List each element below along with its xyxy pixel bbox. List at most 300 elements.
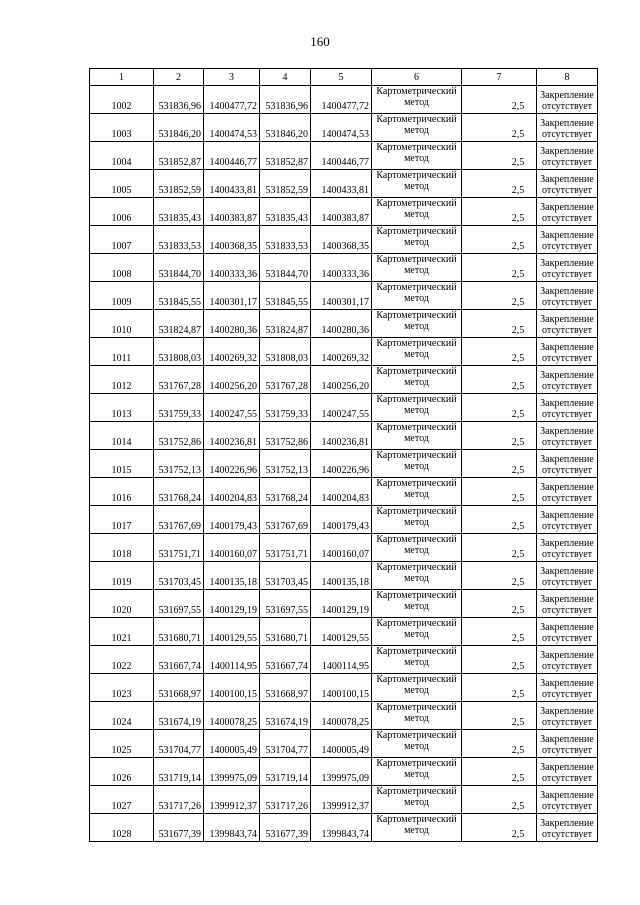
table-row: [90, 366, 598, 394]
fixing-cell: [537, 674, 598, 702]
method-line-1: Картометрический: [376, 758, 457, 769]
x-coordinate-cell: 531824,87: [154, 310, 204, 338]
fixing-cell: [537, 226, 598, 254]
point-number-cell: 1022: [90, 646, 154, 674]
x-coordinate-cell: 531677,39: [154, 814, 204, 842]
y-coordinate-cell: 1400114,95: [311, 646, 372, 674]
table-row: [90, 450, 598, 478]
method-cell: [372, 394, 462, 422]
method-cell: [372, 198, 462, 226]
y-coordinate-cell: 1399975,09: [311, 758, 372, 786]
fixing-line-2: отсутствует: [541, 605, 593, 616]
fixing-line-1: Закрепление: [540, 566, 594, 577]
x-coordinate-cell: 531703,45: [260, 562, 311, 590]
fixing-line-2: отсутствует: [541, 465, 593, 476]
fixing-line-1: Закрепление: [540, 258, 594, 269]
x-coordinate-cell: 531768,24: [154, 478, 204, 506]
point-number-cell: 1017: [90, 506, 154, 534]
point-number-cell: 1020: [90, 590, 154, 618]
x-coordinate-cell: 531717,26: [154, 786, 204, 814]
y-coordinate-cell: 1400160,07: [204, 534, 260, 562]
point-number-cell: 1024: [90, 702, 154, 730]
table-row: [90, 282, 598, 310]
accuracy-cell: 2,5: [462, 86, 537, 114]
table-row: [90, 618, 598, 646]
fixing-line-2: отсутствует: [541, 241, 593, 252]
y-coordinate-cell: 1400474,53: [204, 114, 260, 142]
fixing-cell: [537, 338, 598, 366]
fixing-line-2: отсутствует: [541, 269, 593, 280]
accuracy-cell: 2,5: [462, 618, 537, 646]
method-cell: [372, 786, 462, 814]
method-line-2: метод: [404, 265, 429, 276]
method-line-2: метод: [404, 237, 429, 248]
table-body: [90, 69, 598, 842]
point-number-cell: 1028: [90, 814, 154, 842]
method-line-1: Картометрический: [376, 478, 457, 489]
y-coordinate-cell: 1400179,43: [204, 506, 260, 534]
method-line-1: Картометрический: [376, 506, 457, 517]
point-number-cell: 1002: [90, 86, 154, 114]
accuracy-cell: 2,5: [462, 814, 537, 842]
point-number-cell: 1023: [90, 674, 154, 702]
fixing-line-2: отсутствует: [541, 381, 593, 392]
method-line-2: метод: [404, 825, 429, 836]
y-coordinate-cell: 1400078,25: [311, 702, 372, 730]
method-cell: [372, 170, 462, 198]
point-number-cell: 1012: [90, 366, 154, 394]
y-coordinate-cell: 1400226,96: [204, 450, 260, 478]
x-coordinate-cell: 531680,71: [260, 618, 311, 646]
fixing-cell: [537, 730, 598, 758]
x-coordinate-cell: 531846,20: [154, 114, 204, 142]
fixing-line-2: отсутствует: [541, 661, 593, 672]
fixing-cell: [537, 170, 598, 198]
fixing-cell: [537, 562, 598, 590]
accuracy-cell: 2,5: [462, 758, 537, 786]
method-line-1: Картометрический: [376, 646, 457, 657]
y-coordinate-cell: 1400135,18: [311, 562, 372, 590]
x-coordinate-cell: 531704,77: [154, 730, 204, 758]
method-cell: [372, 142, 462, 170]
y-coordinate-cell: 1400383,87: [204, 198, 260, 226]
x-coordinate-cell: 531844,70: [260, 254, 311, 282]
header-cell-2: 2: [154, 69, 204, 86]
table-row: [90, 114, 598, 142]
method-cell: [372, 730, 462, 758]
point-number-cell: 1006: [90, 198, 154, 226]
table-row: [90, 758, 598, 786]
accuracy-cell: 2,5: [462, 198, 537, 226]
table-row: [90, 646, 598, 674]
y-coordinate-cell: 1400179,43: [311, 506, 372, 534]
x-coordinate-cell: 531767,69: [260, 506, 311, 534]
fixing-cell: [537, 114, 598, 142]
method-line-2: метод: [404, 153, 429, 164]
method-line-2: метод: [404, 797, 429, 808]
accuracy-cell: 2,5: [462, 674, 537, 702]
method-line-1: Картометрический: [376, 534, 457, 545]
fixing-line-2: отсутствует: [541, 213, 593, 224]
y-coordinate-cell: 1400333,36: [204, 254, 260, 282]
point-number-cell: 1021: [90, 618, 154, 646]
point-number-cell: 1019: [90, 562, 154, 590]
x-coordinate-cell: 531852,59: [260, 170, 311, 198]
x-coordinate-cell: 531767,28: [154, 366, 204, 394]
y-coordinate-cell: 1400129,19: [311, 590, 372, 618]
y-coordinate-cell: 1400236,81: [204, 422, 260, 450]
x-coordinate-cell: 531680,71: [154, 618, 204, 646]
method-line-1: Картометрический: [376, 86, 457, 97]
y-coordinate-cell: 1400256,20: [204, 366, 260, 394]
x-coordinate-cell: 531752,13: [260, 450, 311, 478]
fixing-cell: [537, 254, 598, 282]
table-header-row: [90, 69, 598, 86]
fixing-line-2: отсутствует: [541, 689, 593, 700]
y-coordinate-cell: 1400477,72: [311, 86, 372, 114]
fixing-line-2: отсутствует: [541, 101, 593, 112]
method-cell: [372, 422, 462, 450]
method-line-2: метод: [404, 601, 429, 612]
y-coordinate-cell: 1400129,19: [204, 590, 260, 618]
y-coordinate-cell: 1400114,95: [204, 646, 260, 674]
x-coordinate-cell: 531852,87: [154, 142, 204, 170]
table-row: [90, 142, 598, 170]
method-cell: [372, 226, 462, 254]
fixing-cell: [537, 198, 598, 226]
table-row: [90, 198, 598, 226]
header-cell-8: 8: [537, 69, 598, 86]
table-row: [90, 422, 598, 450]
y-coordinate-cell: 1400433,81: [204, 170, 260, 198]
method-line-1: Картометрический: [376, 254, 457, 265]
fixing-line-2: отсутствует: [541, 493, 593, 504]
y-coordinate-cell: 1399975,09: [204, 758, 260, 786]
fixing-line-2: отсутствует: [541, 549, 593, 560]
fixing-line-1: Закрепление: [540, 678, 594, 689]
fixing-cell: [537, 394, 598, 422]
fixing-line-1: Закрепление: [540, 818, 594, 829]
y-coordinate-cell: 1400135,18: [204, 562, 260, 590]
table-row: [90, 478, 598, 506]
method-line-1: Картометрический: [376, 394, 457, 405]
table-row: [90, 226, 598, 254]
method-cell: [372, 310, 462, 338]
fixing-line-2: отсутствует: [541, 437, 593, 448]
header-cell-7: 7: [462, 69, 537, 86]
x-coordinate-cell: 531674,19: [260, 702, 311, 730]
accuracy-cell: 2,5: [462, 254, 537, 282]
accuracy-cell: 2,5: [462, 338, 537, 366]
method-line-1: Картометрический: [376, 590, 457, 601]
y-coordinate-cell: 1400129,55: [204, 618, 260, 646]
x-coordinate-cell: 531751,71: [154, 534, 204, 562]
method-cell: [372, 534, 462, 562]
fixing-line-2: отсутствует: [541, 577, 593, 588]
header-cell-6: 6: [372, 69, 462, 86]
header-cell-4: 4: [260, 69, 311, 86]
x-coordinate-cell: 531852,59: [154, 170, 204, 198]
y-coordinate-cell: 1400160,07: [311, 534, 372, 562]
y-coordinate-cell: 1400474,53: [311, 114, 372, 142]
method-line-2: метод: [404, 125, 429, 136]
point-number-cell: 1013: [90, 394, 154, 422]
accuracy-cell: 2,5: [462, 562, 537, 590]
method-line-2: метод: [404, 293, 429, 304]
method-line-2: метод: [404, 685, 429, 696]
method-line-2: метод: [404, 545, 429, 556]
y-coordinate-cell: 1400301,17: [311, 282, 372, 310]
fixing-cell: [537, 814, 598, 842]
accuracy-cell: 2,5: [462, 730, 537, 758]
y-coordinate-cell: 1400269,32: [311, 338, 372, 366]
method-line-1: Картометрический: [376, 730, 457, 741]
accuracy-cell: 2,5: [462, 506, 537, 534]
fixing-line-2: отсутствует: [541, 409, 593, 420]
method-line-1: Картометрический: [376, 338, 457, 349]
fixing-cell: [537, 618, 598, 646]
table-row: [90, 674, 598, 702]
x-coordinate-cell: 531697,55: [260, 590, 311, 618]
fixing-cell: [537, 310, 598, 338]
x-coordinate-cell: 531719,14: [260, 758, 311, 786]
x-coordinate-cell: 531752,86: [154, 422, 204, 450]
fixing-line-2: отсутствует: [541, 521, 593, 532]
y-coordinate-cell: 1399912,37: [311, 786, 372, 814]
y-coordinate-cell: 1400368,35: [311, 226, 372, 254]
fixing-cell: [537, 758, 598, 786]
fixing-line-1: Закрепление: [540, 314, 594, 325]
point-number-cell: 1008: [90, 254, 154, 282]
x-coordinate-cell: 531751,71: [260, 534, 311, 562]
method-line-2: метод: [404, 181, 429, 192]
x-coordinate-cell: 531703,45: [154, 562, 204, 590]
method-line-2: метод: [404, 573, 429, 584]
x-coordinate-cell: 531704,77: [260, 730, 311, 758]
method-cell: [372, 282, 462, 310]
x-coordinate-cell: 531808,03: [260, 338, 311, 366]
fixing-cell: [537, 702, 598, 730]
fixing-line-2: отсутствует: [541, 129, 593, 140]
fixing-cell: [537, 478, 598, 506]
method-line-1: Картометрический: [376, 114, 457, 125]
table-row: [90, 170, 598, 198]
point-number-cell: 1016: [90, 478, 154, 506]
point-number-cell: 1009: [90, 282, 154, 310]
fixing-line-1: Закрепление: [540, 734, 594, 745]
x-coordinate-cell: 531833,53: [154, 226, 204, 254]
method-line-2: метод: [404, 321, 429, 332]
method-line-2: метод: [404, 713, 429, 724]
method-line-1: Картометрический: [376, 226, 457, 237]
method-line-1: Картометрический: [376, 366, 457, 377]
fixing-line-1: Закрепление: [540, 510, 594, 521]
y-coordinate-cell: 1400269,32: [204, 338, 260, 366]
fixing-line-2: отсутствует: [541, 829, 593, 840]
point-number-cell: 1007: [90, 226, 154, 254]
fixing-line-1: Закрепление: [540, 538, 594, 549]
x-coordinate-cell: 531717,26: [260, 786, 311, 814]
page-number: 160: [310, 34, 330, 49]
fixing-line-2: отсутствует: [541, 745, 593, 756]
fixing-cell: [537, 450, 598, 478]
table-row: [90, 506, 598, 534]
x-coordinate-cell: 531845,55: [260, 282, 311, 310]
accuracy-cell: 2,5: [462, 646, 537, 674]
header-cell-5: 5: [311, 69, 372, 86]
x-coordinate-cell: 531752,13: [154, 450, 204, 478]
fixing-line-1: Закрепление: [540, 762, 594, 773]
x-coordinate-cell: 531668,97: [260, 674, 311, 702]
table-row: [90, 534, 598, 562]
x-coordinate-cell: 531768,24: [260, 478, 311, 506]
fixing-cell: [537, 506, 598, 534]
method-cell: [372, 478, 462, 506]
point-number-cell: 1011: [90, 338, 154, 366]
accuracy-cell: 2,5: [462, 590, 537, 618]
x-coordinate-cell: 531719,14: [154, 758, 204, 786]
x-coordinate-cell: 531767,69: [154, 506, 204, 534]
fixing-cell: [537, 366, 598, 394]
header-cell-1: 1: [90, 69, 154, 86]
method-line-1: Картометрический: [376, 170, 457, 181]
method-cell: [372, 254, 462, 282]
fixing-line-1: Закрепление: [540, 426, 594, 437]
fixing-line-1: Закрепление: [540, 622, 594, 633]
y-coordinate-cell: 1400280,36: [204, 310, 260, 338]
fixing-line-2: отсутствует: [541, 297, 593, 308]
y-coordinate-cell: 1400477,72: [204, 86, 260, 114]
method-line-2: метод: [404, 433, 429, 444]
accuracy-cell: 2,5: [462, 226, 537, 254]
method-cell: [372, 562, 462, 590]
x-coordinate-cell: 531767,28: [260, 366, 311, 394]
fixing-line-2: отсутствует: [541, 353, 593, 364]
accuracy-cell: 2,5: [462, 310, 537, 338]
method-line-1: Картометрический: [376, 310, 457, 321]
x-coordinate-cell: 531835,43: [154, 198, 204, 226]
point-number-cell: 1004: [90, 142, 154, 170]
y-coordinate-cell: 1400005,49: [204, 730, 260, 758]
method-line-1: Картометрический: [376, 450, 457, 461]
y-coordinate-cell: 1400005,49: [311, 730, 372, 758]
y-coordinate-cell: 1400078,25: [204, 702, 260, 730]
x-coordinate-cell: 531667,74: [260, 646, 311, 674]
y-coordinate-cell: 1400247,55: [204, 394, 260, 422]
y-coordinate-cell: 1400100,15: [311, 674, 372, 702]
accuracy-cell: 2,5: [462, 422, 537, 450]
fixing-line-2: отсутствует: [541, 773, 593, 784]
y-coordinate-cell: 1400256,20: [311, 366, 372, 394]
y-coordinate-cell: 1400247,55: [311, 394, 372, 422]
y-coordinate-cell: 1400368,35: [204, 226, 260, 254]
x-coordinate-cell: 531836,96: [154, 86, 204, 114]
fixing-line-1: Закрепление: [540, 482, 594, 493]
x-coordinate-cell: 531852,87: [260, 142, 311, 170]
method-line-2: метод: [404, 209, 429, 220]
fixing-line-1: Закрепление: [540, 230, 594, 241]
table-row: [90, 814, 598, 842]
method-line-1: Картометрический: [376, 142, 457, 153]
fixing-line-1: Закрепление: [540, 286, 594, 297]
fixing-line-1: Закрепление: [540, 202, 594, 213]
x-coordinate-cell: 531824,87: [260, 310, 311, 338]
accuracy-cell: 2,5: [462, 170, 537, 198]
fixing-line-1: Закрепление: [540, 90, 594, 101]
method-line-1: Картометрический: [376, 282, 457, 293]
x-coordinate-cell: 531833,53: [260, 226, 311, 254]
y-coordinate-cell: 1400333,36: [311, 254, 372, 282]
fixing-cell: [537, 534, 598, 562]
fixing-cell: [537, 282, 598, 310]
fixing-line-1: Закрепление: [540, 398, 594, 409]
y-coordinate-cell: 1400236,81: [311, 422, 372, 450]
y-coordinate-cell: 1400301,17: [204, 282, 260, 310]
method-cell: [372, 338, 462, 366]
x-coordinate-cell: 531752,86: [260, 422, 311, 450]
fixing-line-1: Закрепление: [540, 454, 594, 465]
accuracy-cell: 2,5: [462, 282, 537, 310]
method-cell: [372, 114, 462, 142]
table-row: [90, 562, 598, 590]
y-coordinate-cell: 1400129,55: [311, 618, 372, 646]
accuracy-cell: 2,5: [462, 534, 537, 562]
method-cell: [372, 366, 462, 394]
method-line-2: метод: [404, 461, 429, 472]
method-line-1: Картометрический: [376, 786, 457, 797]
table-row: [90, 786, 598, 814]
method-line-1: Картометрический: [376, 814, 457, 825]
point-number-cell: 1010: [90, 310, 154, 338]
fixing-line-2: отсутствует: [541, 185, 593, 196]
fixing-line-1: Закрепление: [540, 594, 594, 605]
method-cell: [372, 646, 462, 674]
x-coordinate-cell: 531677,39: [260, 814, 311, 842]
method-line-2: метод: [404, 349, 429, 360]
fixing-line-2: отсутствует: [541, 801, 593, 812]
method-line-2: метод: [404, 517, 429, 528]
y-coordinate-cell: 1399912,37: [204, 786, 260, 814]
x-coordinate-cell: 531808,03: [154, 338, 204, 366]
method-line-2: метод: [404, 405, 429, 416]
accuracy-cell: 2,5: [462, 366, 537, 394]
accuracy-cell: 2,5: [462, 394, 537, 422]
x-coordinate-cell: 531844,70: [154, 254, 204, 282]
fixing-cell: [537, 646, 598, 674]
fixing-line-1: Закрепление: [540, 790, 594, 801]
point-number-cell: 1003: [90, 114, 154, 142]
method-line-2: метод: [404, 741, 429, 752]
method-line-1: Картометрический: [376, 422, 457, 433]
accuracy-cell: 2,5: [462, 114, 537, 142]
point-number-cell: 1026: [90, 758, 154, 786]
y-coordinate-cell: 1400433,81: [311, 170, 372, 198]
x-coordinate-cell: 531674,19: [154, 702, 204, 730]
method-line-2: метод: [404, 657, 429, 668]
y-coordinate-cell: 1399843,74: [311, 814, 372, 842]
x-coordinate-cell: 531846,20: [260, 114, 311, 142]
x-coordinate-cell: 531836,96: [260, 86, 311, 114]
method-cell: [372, 590, 462, 618]
fixing-line-1: Закрепление: [540, 118, 594, 129]
method-line-2: метод: [404, 377, 429, 388]
x-coordinate-cell: 531667,74: [154, 646, 204, 674]
table-row: [90, 590, 598, 618]
fixing-cell: [537, 590, 598, 618]
fixing-cell: [537, 422, 598, 450]
method-cell: [372, 618, 462, 646]
method-cell: [372, 814, 462, 842]
